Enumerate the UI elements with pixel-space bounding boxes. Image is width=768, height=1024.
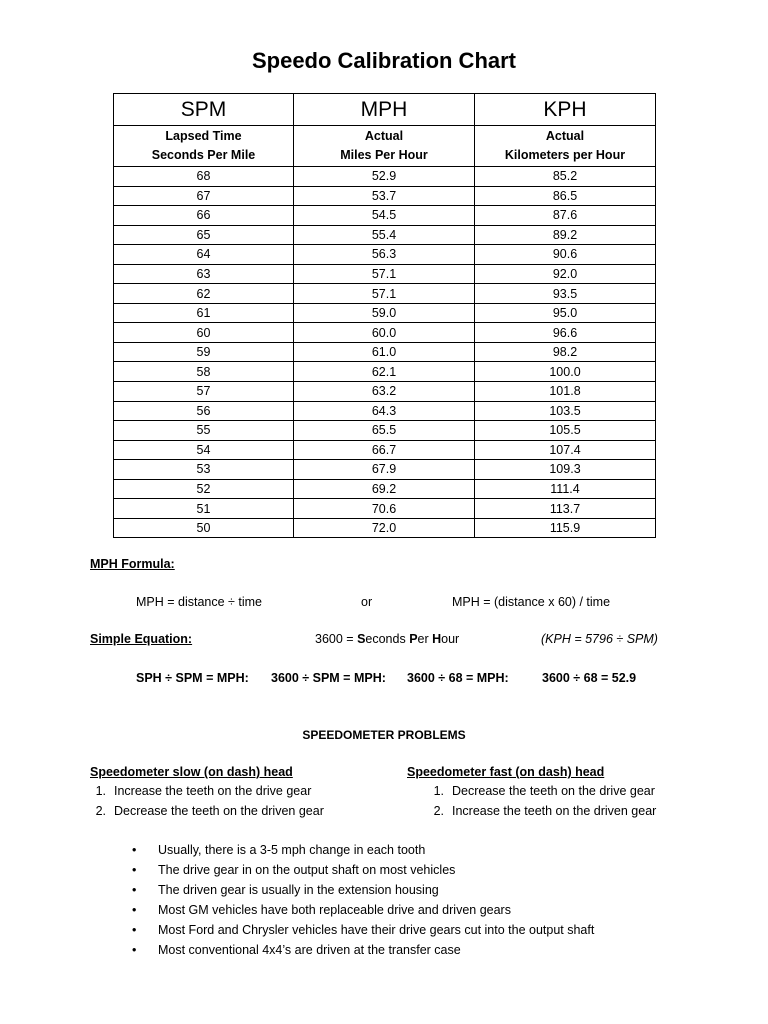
mph-cell: 72.0 [294,518,475,538]
mph-formula-or: or [361,595,373,609]
spm-cell: 58 [114,362,294,382]
mph-cell: 63.2 [294,382,475,402]
mph-cell: 61.0 [294,342,475,362]
kph-cell: 92.0 [475,264,656,284]
list-item: 2. Increase the teeth on the driven gear [433,803,657,818]
spm-cell: 67 [114,186,294,206]
spm-cell: 52 [114,479,294,499]
mph-cell: 56.3 [294,245,475,265]
kph-cell: 115.9 [475,518,656,538]
seconds-per-hour: 3600 = Seconds Per Hour [315,632,460,646]
list-item: • Most conventional 4x4’s are driven at the transfer case [132,943,461,957]
mph-cell: 60.0 [294,323,475,343]
table-body [114,167,656,538]
mph-cell: 66.7 [294,440,475,460]
spm-cell: 56 [114,401,294,421]
list-item: • Usually, there is a 3-5 mph change in each tooth [132,843,426,857]
kph-cell: 113.7 [475,499,656,519]
spm-cell: 64 [114,245,294,265]
list-item: 2. Decrease the teeth on the driven gear [95,803,324,818]
table-row [114,225,656,245]
equation-2: 3600 ÷ SPM = MPH: [271,671,386,685]
table-row [114,206,656,226]
list-item: • Most GM vehicles have both replaceable drive and driven gears [132,903,511,917]
table-row [114,245,656,265]
slow-heading: Speedometer slow (on dash) head [90,765,293,779]
spm-cell: 60 [114,323,294,343]
kph-cell: 103.5 [475,401,656,421]
mph-cell: 57.1 [294,264,475,284]
list-item: • The driven gear is usually in the extension housing [132,883,439,897]
table-row [114,499,656,519]
kph-cell: 85.2 [475,167,656,187]
table-subheader-row [114,126,656,167]
header-kph: KPH [475,94,656,126]
mph-cell: 64.3 [294,401,475,421]
notes-list [132,840,594,960]
spm-cell: 61 [114,303,294,323]
kph-cell: 93.5 [475,284,656,304]
table-row [114,421,656,441]
mph-cell: 52.9 [294,167,475,187]
slow-steps [84,782,324,821]
spm-cell: 51 [114,499,294,519]
mph-cell: 55.4 [294,225,475,245]
mph-cell: 54.5 [294,206,475,226]
spm-cell: 65 [114,225,294,245]
mph-cell: 67.9 [294,460,475,480]
simple-equation-heading: Simple Equation: [90,632,193,646]
kph-cell: 101.8 [475,382,656,402]
table-row [114,264,656,284]
subheader-mph: Actual Miles Per Hour [294,126,475,167]
table-row [114,401,656,421]
list-item: • The drive gear in on the output shaft on most vehicles [132,863,456,877]
mph-formula-heading: MPH Formula: [90,557,175,571]
mph-cell: 69.2 [294,479,475,499]
kph-cell: 95.0 [475,303,656,323]
table-row [114,303,656,323]
subheader-spm: Lapsed Time Seconds Per Mile [114,126,294,167]
calibration-table [113,93,656,538]
table-row [114,362,656,382]
fast-heading: Speedometer fast (on dash) head [407,765,605,779]
spm-cell: 63 [114,264,294,284]
kph-cell: 90.6 [475,245,656,265]
equation-1: SPH ÷ SPM = MPH: [136,671,249,685]
table-row [114,342,656,362]
kph-cell: 111.4 [475,479,656,499]
subheader-kph: Actual Kilometers per Hour [475,126,656,167]
mph-formula-right: MPH = (distance x 60) / time [452,595,611,609]
list-item: • Most Ford and Chrysler vehicles have their drive gears cut into the output shaft [132,923,595,937]
mph-cell: 53.7 [294,186,475,206]
kph-cell: 107.4 [475,440,656,460]
kph-formula: (KPH = 5796 ÷ SPM) [541,632,658,646]
spm-cell: 50 [114,518,294,538]
spm-cell: 59 [114,342,294,362]
table-row [114,440,656,460]
kph-cell: 86.5 [475,186,656,206]
mph-cell: 62.1 [294,362,475,382]
table-row [114,323,656,343]
mph-cell: 65.5 [294,421,475,441]
mph-formula-left: MPH = distance ÷ time [136,595,263,609]
problems-heading: SPEEDOMETER PROBLEMS [302,728,466,742]
table-header-row [114,94,656,126]
kph-cell: 96.6 [475,323,656,343]
table-row [114,518,656,538]
kph-cell: 100.0 [475,362,656,382]
table-row [114,479,656,499]
fast-steps [422,782,656,821]
kph-cell: 89.2 [475,225,656,245]
spm-cell: 55 [114,421,294,441]
list-item: 1. Increase the teeth on the drive gear [95,784,312,798]
table-row [114,382,656,402]
spm-cell: 54 [114,440,294,460]
spm-cell: 68 [114,167,294,187]
table-row [114,167,656,187]
table-row [114,284,656,304]
header-mph: MPH [294,94,475,126]
equation-4: 3600 ÷ 68 = 52.9 [542,671,637,685]
spm-cell: 53 [114,460,294,480]
kph-cell: 109.3 [475,460,656,480]
table-row [114,460,656,480]
mph-cell: 70.6 [294,499,475,519]
mph-cell: 59.0 [294,303,475,323]
page-title: Speedo Calibration Chart [251,48,517,73]
list-item: 1. Decrease the teeth on the drive gear [433,784,655,798]
spm-cell: 57 [114,382,294,402]
kph-cell: 98.2 [475,342,656,362]
header-spm: SPM [114,94,294,126]
table-row [114,186,656,206]
kph-cell: 105.5 [475,421,656,441]
spm-cell: 66 [114,206,294,226]
equation-3: 3600 ÷ 68 = MPH: [407,671,509,685]
kph-cell: 87.6 [475,206,656,226]
mph-cell: 57.1 [294,284,475,304]
spm-cell: 62 [114,284,294,304]
